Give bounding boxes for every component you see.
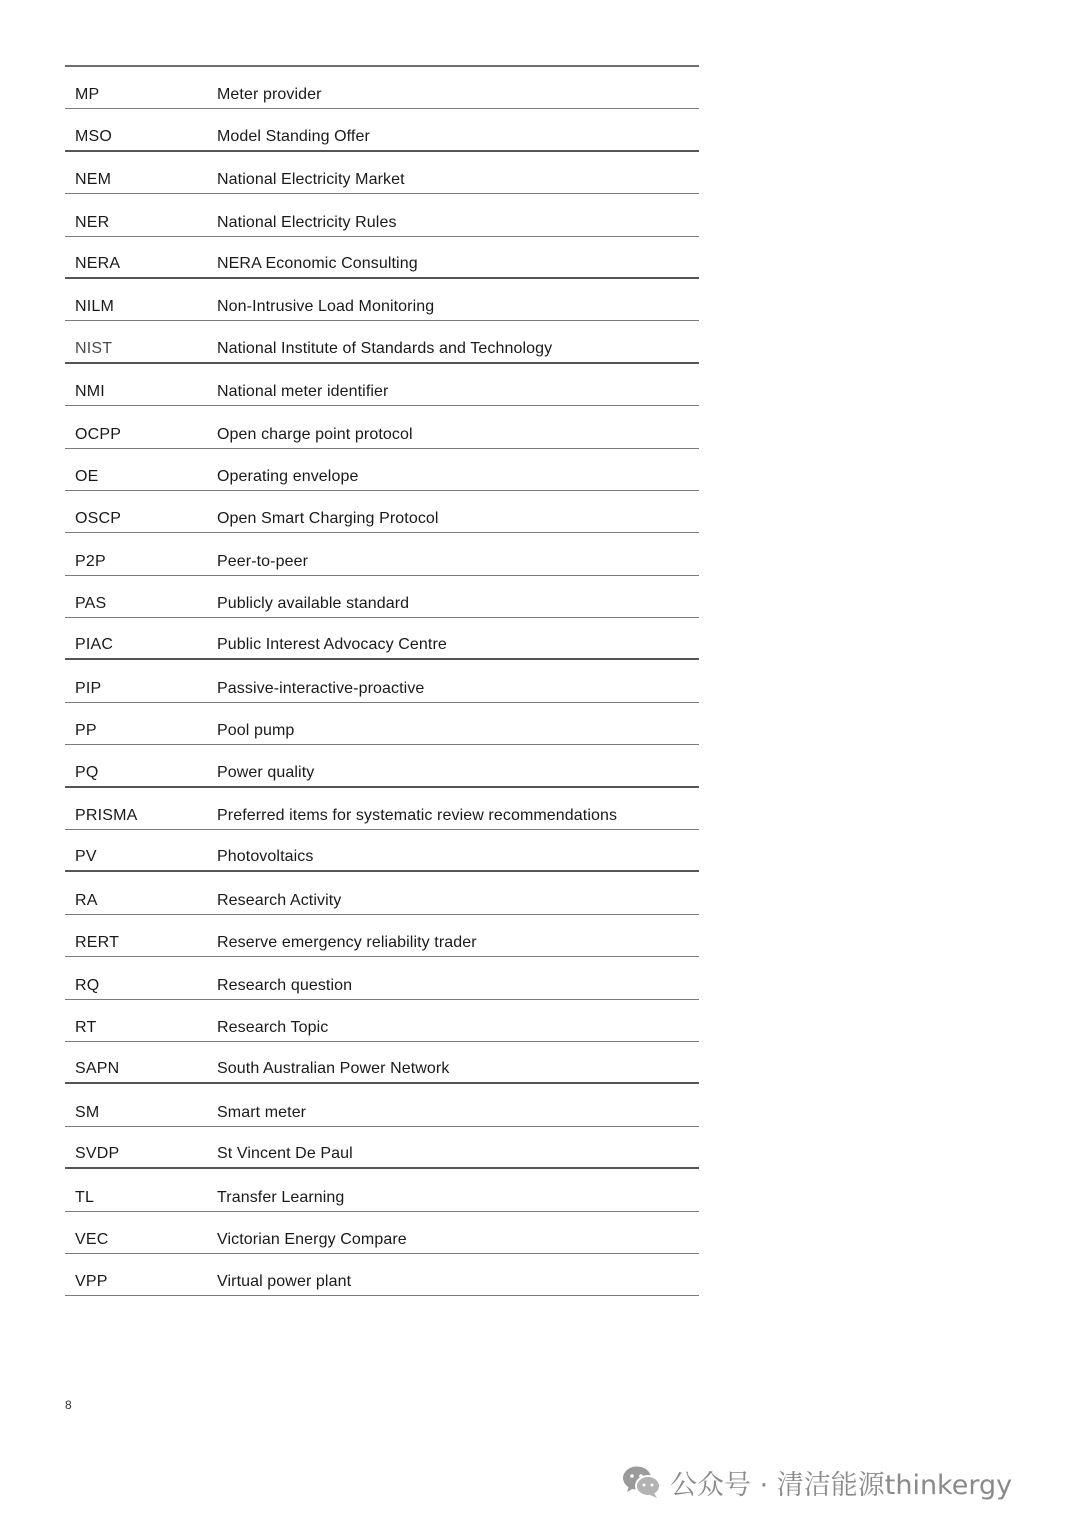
- table-row: [65, 1212, 699, 1254]
- definition: Operating envelope: [217, 467, 359, 485]
- abbreviation: RERT: [75, 934, 120, 952]
- definition: Non-Intrusive Load Monitoring: [217, 298, 435, 316]
- definition: Virtual power plant: [217, 1273, 352, 1291]
- definition: National Electricity Market: [217, 171, 405, 189]
- table-row: [65, 915, 699, 957]
- abbreviation: NMI: [75, 383, 105, 401]
- table-row: [65, 67, 699, 109]
- table-row: [65, 406, 699, 448]
- abbreviation: PQ: [75, 763, 99, 781]
- definition: Open Smart Charging Protocol: [217, 510, 439, 528]
- abbreviation: PIAC: [75, 636, 114, 654]
- definition: Pool pump: [217, 722, 295, 740]
- wechat-icon: [622, 1464, 662, 1500]
- table-row: [65, 321, 699, 363]
- table-row: [65, 660, 699, 702]
- abbreviation: RT: [75, 1018, 97, 1036]
- definition: Meter provider: [217, 86, 322, 104]
- abbreviations-table: [65, 65, 699, 1296]
- abbreviation: TL: [75, 1188, 95, 1206]
- definition: St Vincent De Paul: [217, 1145, 353, 1163]
- table-row: [65, 279, 699, 321]
- definition: Research Topic: [217, 1018, 329, 1036]
- definition: National meter identifier: [217, 383, 389, 401]
- table-row: [65, 533, 699, 575]
- abbreviation: NER: [75, 213, 110, 231]
- table-row: [65, 872, 699, 914]
- abbreviation: VEC: [75, 1230, 109, 1248]
- table-row: [65, 1127, 699, 1169]
- table-row: [65, 194, 699, 236]
- definition: Transfer Learning: [217, 1188, 345, 1206]
- abbreviation: PIP: [75, 679, 102, 697]
- abbreviation: NEM: [75, 171, 112, 189]
- abbreviation: SM: [75, 1103, 100, 1121]
- table-row: [65, 703, 699, 745]
- table-row: [65, 491, 699, 533]
- abbreviation: OSCP: [75, 510, 122, 528]
- abbreviation: VPP: [75, 1273, 108, 1291]
- table-row: [65, 1000, 699, 1042]
- definition: Model Standing Offer: [217, 127, 370, 145]
- abbreviation: NERA: [75, 254, 121, 272]
- page-number: 8: [65, 1398, 72, 1412]
- definition: Reserve emergency reliability trader: [217, 934, 477, 952]
- table-row: [65, 1254, 699, 1296]
- table-row: [65, 237, 699, 279]
- table-row: [65, 109, 699, 151]
- definition: NERA Economic Consulting: [217, 254, 418, 272]
- table-row: [65, 1169, 699, 1211]
- table-row: [65, 830, 699, 872]
- definition: Public Interest Advocacy Centre: [217, 636, 447, 654]
- definition: Victorian Energy Compare: [217, 1230, 407, 1248]
- abbreviation: PRISMA: [75, 807, 138, 825]
- definition: Open charge point protocol: [217, 425, 413, 443]
- definition: Research Activity: [217, 891, 342, 909]
- definition: National Institute of Standards and Technology: [217, 339, 553, 357]
- definition: Passive-interactive-proactive: [217, 679, 425, 697]
- table-row: [65, 957, 699, 999]
- table-row: [65, 618, 699, 660]
- definition: Photovoltaics: [217, 848, 314, 866]
- definition: Peer-to-peer: [217, 552, 309, 570]
- definition: National Electricity Rules: [217, 213, 397, 231]
- abbreviation: NILM: [75, 298, 115, 316]
- abbreviation: RA: [75, 891, 98, 909]
- watermark: [622, 1462, 1012, 1502]
- table-row: [65, 449, 699, 491]
- abbreviation: SAPN: [75, 1060, 120, 1078]
- abbreviation: SVDP: [75, 1145, 120, 1163]
- table-row: [65, 152, 699, 194]
- abbreviation: PV: [75, 848, 97, 866]
- watermark-text: 公众号 · 清洁能源thinkergy: [670, 1469, 1013, 1501]
- definition: Smart meter: [217, 1103, 307, 1121]
- abbreviation: P2P: [75, 552, 106, 570]
- definition: South Australian Power Network: [217, 1060, 450, 1078]
- table-row: [65, 1042, 699, 1084]
- table-row: [65, 364, 699, 406]
- abbreviation: PP: [75, 722, 97, 740]
- abbreviation: RQ: [75, 976, 100, 994]
- definition: Preferred items for systematic review recommendations: [217, 807, 618, 825]
- table-row: [65, 576, 699, 618]
- table-row: [65, 1084, 699, 1126]
- abbreviation: MSO: [75, 127, 113, 145]
- abbreviation: OE: [75, 467, 99, 485]
- table-row: [65, 745, 699, 787]
- definition: Publicly available standard: [217, 595, 410, 613]
- table-row: [65, 788, 699, 830]
- abbreviation: MP: [75, 86, 100, 104]
- definition: Research question: [217, 976, 353, 994]
- definition: Power quality: [217, 763, 315, 781]
- abbreviation: NIST: [75, 339, 113, 357]
- abbreviation: OCPP: [75, 425, 122, 443]
- abbreviation: PAS: [75, 595, 107, 613]
